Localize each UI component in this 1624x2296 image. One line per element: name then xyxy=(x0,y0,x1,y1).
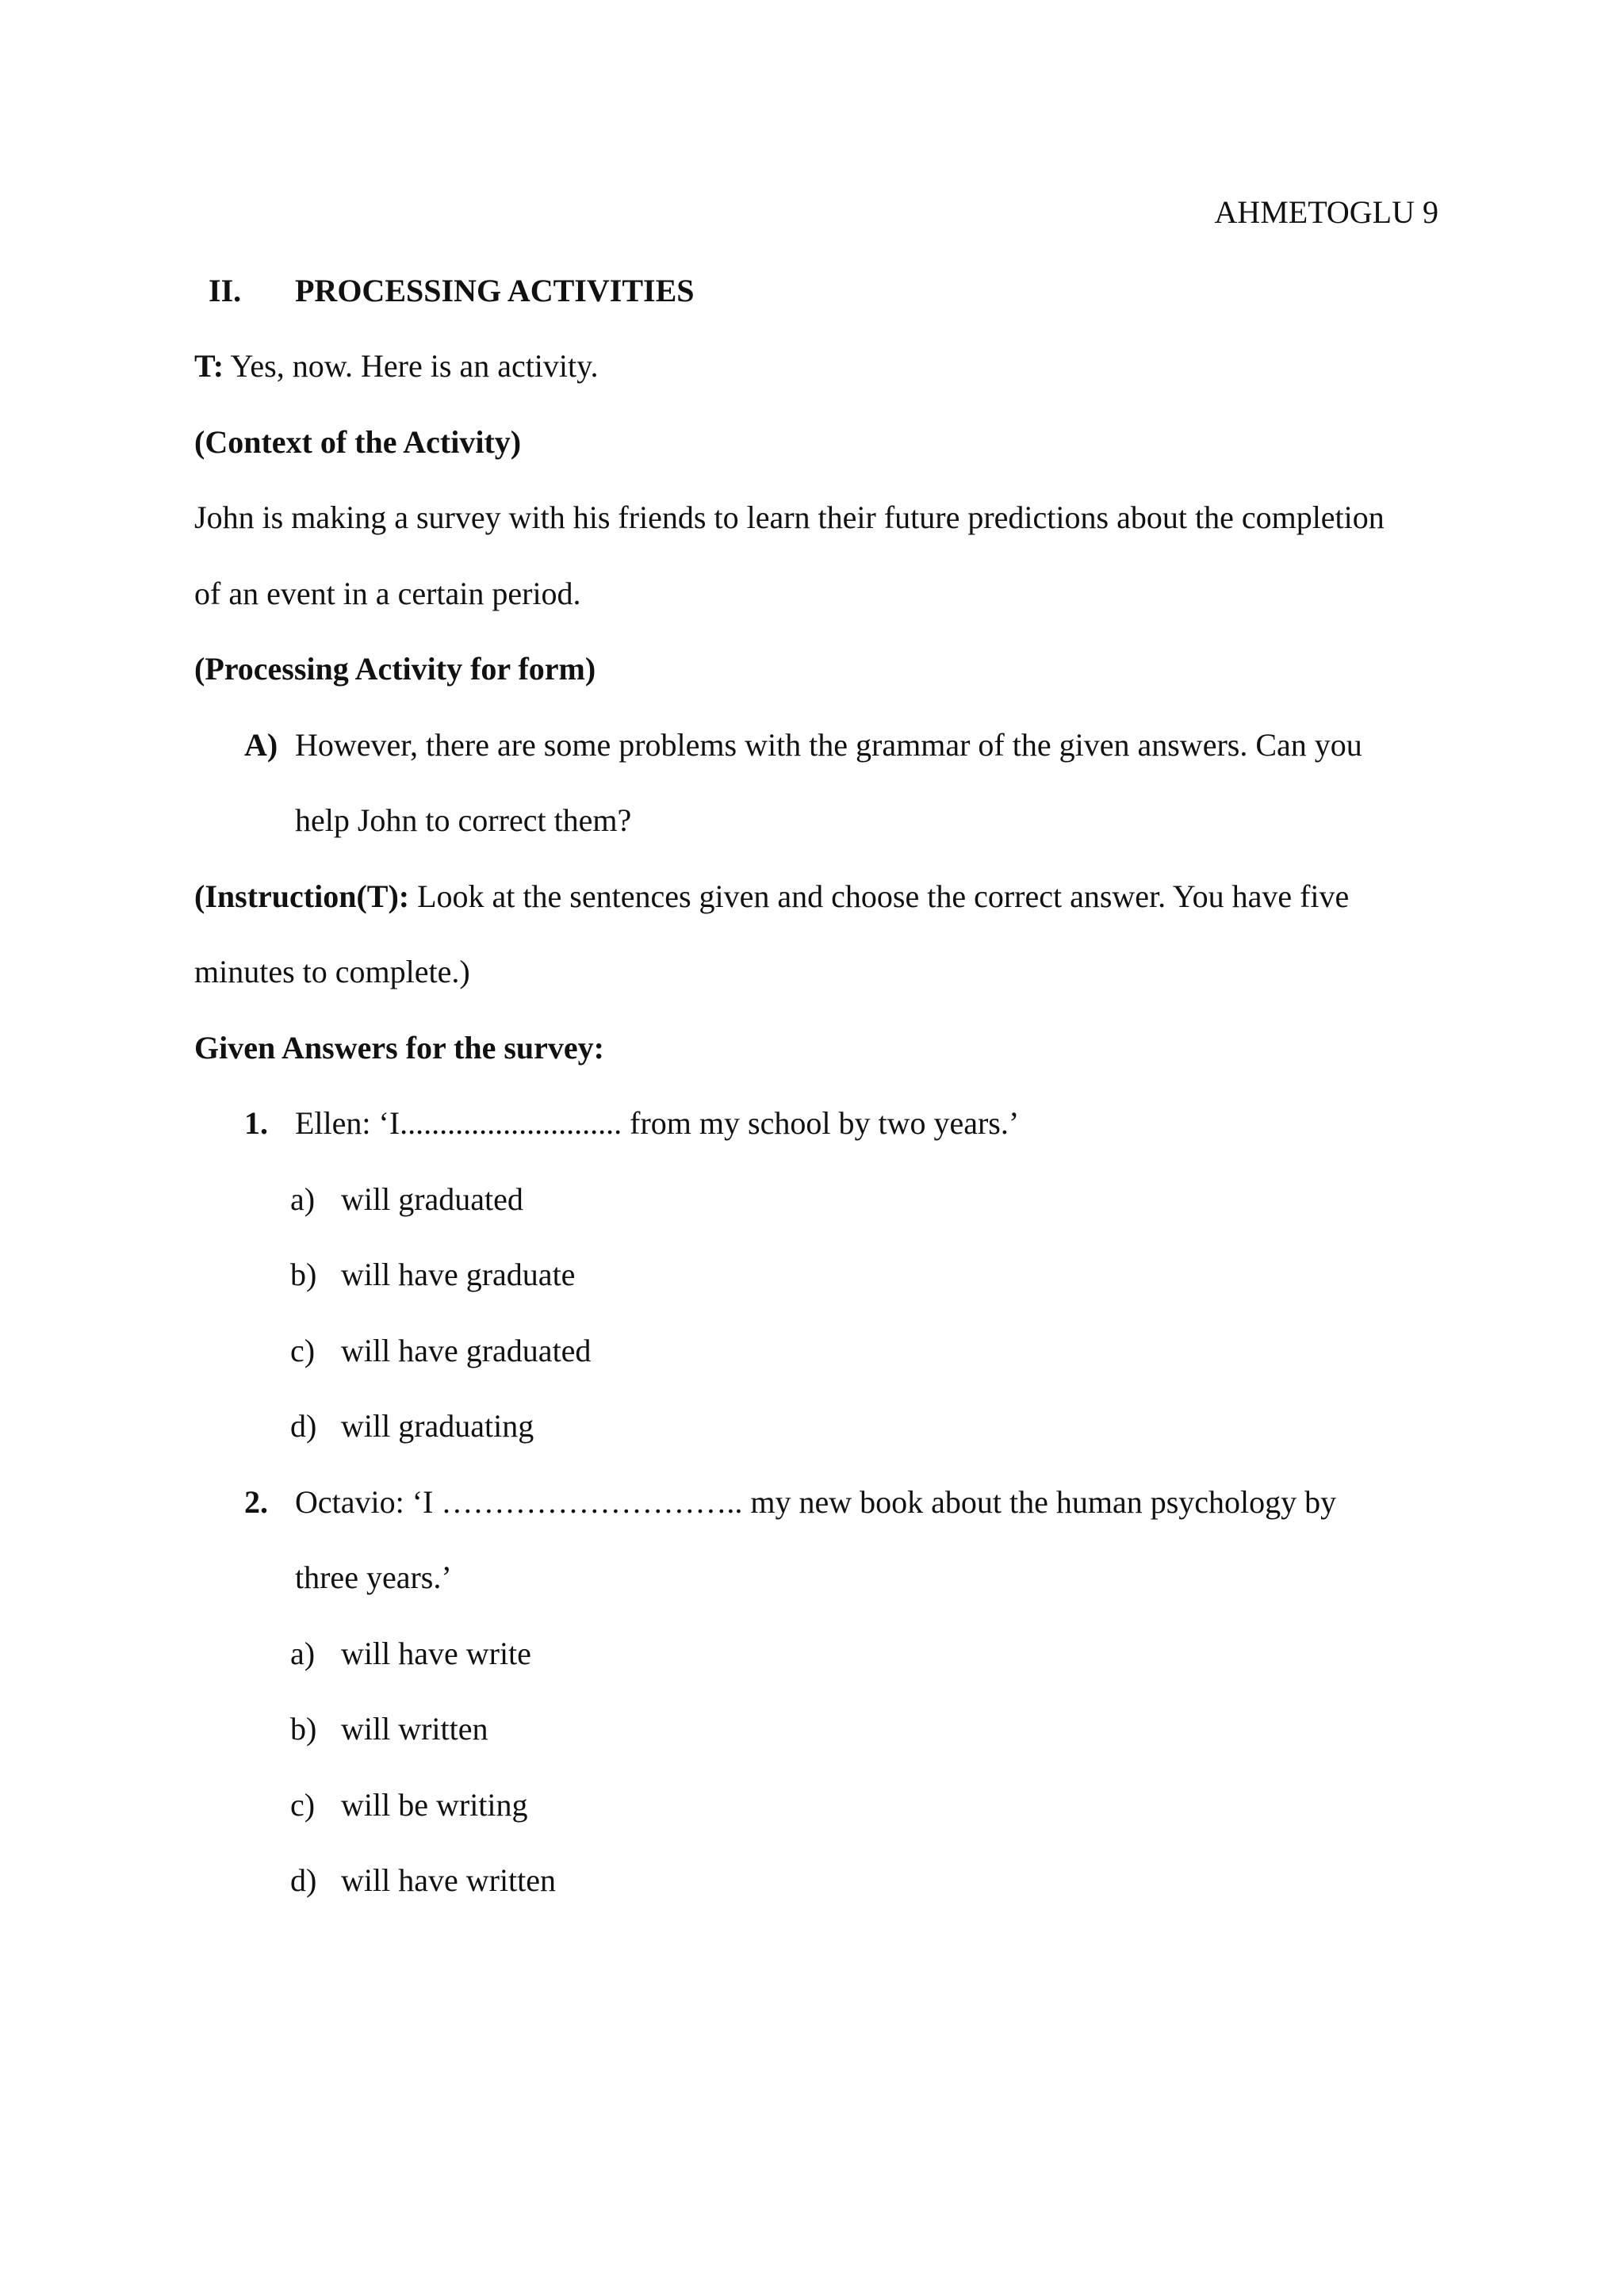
question-number: 2. xyxy=(244,1484,268,1520)
option-text: will have graduate xyxy=(341,1257,576,1292)
option-letter: c) xyxy=(290,1333,316,1368)
section-number: II. xyxy=(209,273,242,308)
processing-heading: (Processing Activity for form) xyxy=(194,651,596,687)
option-letter: a) xyxy=(290,1636,316,1671)
teacher-label: T: xyxy=(194,348,224,384)
option-text: will have graduated xyxy=(341,1333,592,1368)
option-letter: c) xyxy=(290,1787,316,1823)
option-letter: a) xyxy=(290,1181,316,1217)
teacher-line xyxy=(194,346,599,386)
context-text-line: John is making a survey with his friends to learn their future predictions about the completion xyxy=(194,499,1385,535)
option-letter: d) xyxy=(290,1408,317,1444)
task-marker: A) xyxy=(244,727,278,763)
question-number: 1. xyxy=(244,1105,268,1141)
teacher-text: Yes, now. Here is an activity. xyxy=(224,348,599,384)
option-text: will be writing xyxy=(341,1787,528,1823)
question-text-line: Ellen: ‘I............................ from my school by two years.’ xyxy=(295,1105,1020,1141)
option-text: will written xyxy=(341,1711,488,1747)
question-text-line: three years.’ xyxy=(295,1559,452,1595)
option-text: will have write xyxy=(341,1636,531,1671)
task-text-line: However, there are some problems with the grammar of the given answers. Can you xyxy=(295,727,1362,763)
instruction-label: (Instruction(T): xyxy=(194,878,410,914)
instruction-line xyxy=(194,877,1349,916)
instruction-line: minutes to complete.) xyxy=(194,954,470,989)
section-title: PROCESSING ACTIVITIES xyxy=(295,273,695,308)
option-text: will graduating xyxy=(341,1408,534,1444)
option-text: will graduated xyxy=(341,1181,523,1217)
task-text-line: help John to correct them? xyxy=(295,802,632,838)
context-text-line: of an event in a certain period. xyxy=(194,576,581,611)
option-letter: d) xyxy=(290,1862,317,1898)
instruction-text: Look at the sentences given and choose the correct answer. You have five xyxy=(409,878,1350,914)
running-head: AHMETOGLU 9 xyxy=(1214,194,1438,230)
answers-heading: Given Answers for the survey: xyxy=(194,1030,604,1066)
context-heading: (Context of the Activity) xyxy=(194,424,522,460)
option-letter: b) xyxy=(290,1711,317,1747)
option-text: will have written xyxy=(341,1862,557,1898)
option-letter: b) xyxy=(290,1257,317,1292)
question-text-line: Octavio: ‘I ……………………….. my new book about the human psychology by xyxy=(295,1484,1337,1520)
